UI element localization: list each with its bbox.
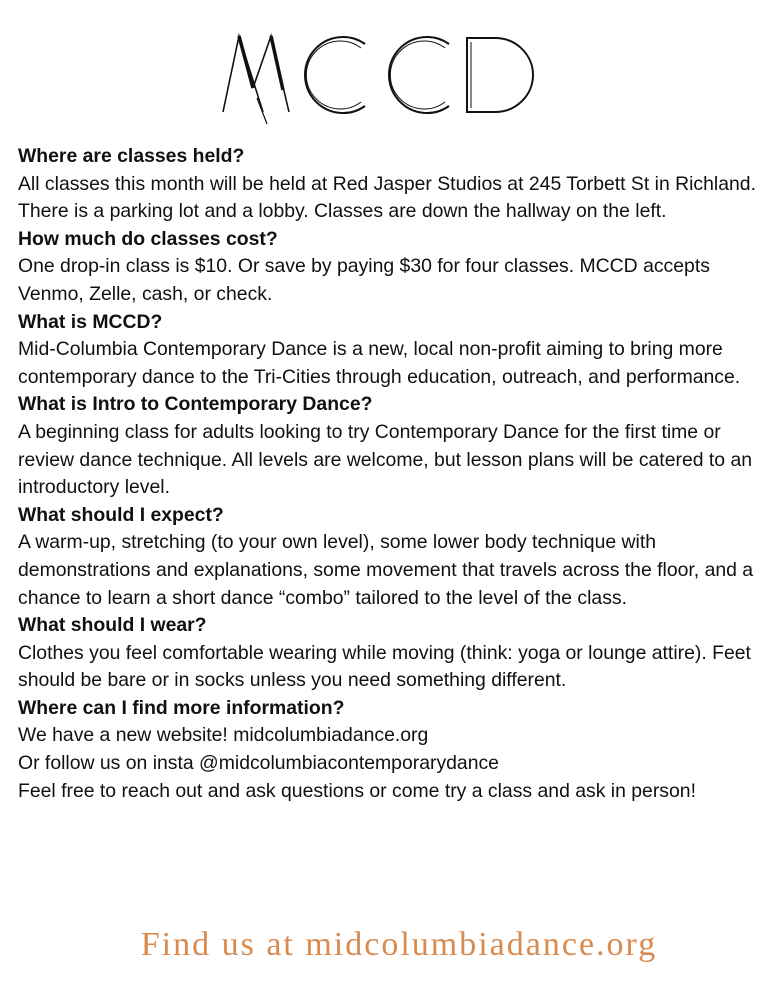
faq-answer-line: Mid-Columbia Contemporary Dance is a new, local non-profit aiming to bring more contemporary dance to the Tri-Cities through education, outreach, and performance. — [18, 338, 741, 388]
faq-answer-line: We have a new website! midcolumbiadance.org — [18, 724, 429, 747]
faq-question: Where are classes held? — [18, 145, 245, 167]
mccd-logo — [0, 28, 768, 124]
faq-answer — [18, 253, 758, 308]
faq-answer-line: A beginning class for adults looking to try Contemporary Dance for the first time or review dance technique. All levels are welcome, but lesson plans will be catered to an introductory level. — [18, 420, 753, 499]
faq-answer — [18, 722, 758, 805]
faq-question: What should I expect? — [18, 503, 224, 526]
faq-answer — [18, 529, 758, 612]
faq-answer-line: All classes this month will be held at Red Jasper Studios at 245 Torbett St in Richland. There is a parking lot and a lobby. Classes are down the hallway on the left. — [18, 172, 756, 223]
faq-answer-line: One drop-in class is $10. Or save by paying $30 for four classes. MCCD accepts Venmo, Zelle, cash, or check. — [18, 255, 710, 305]
faq-answer — [18, 336, 758, 391]
faq-question: How much do classes cost? — [18, 227, 278, 250]
faq-question: What is MCCD? — [18, 310, 163, 333]
faq-answer-line: Feel free to reach out and ask questions or come try a class and ask in person! — [18, 779, 696, 802]
footer-website-banner — [0, 926, 768, 964]
faq-answer-line: Or follow us on insta @midcolumbiacontemporarydance — [18, 752, 499, 775]
faq-answer-line: Clothes you feel comfortable wearing while moving (think: yoga or lounge attire). Feet should be bare or in socks unless you need something different. — [18, 641, 751, 692]
faq-question: What should I wear? — [18, 614, 207, 637]
logo-text: MCCD — [219, 28, 222, 29]
faq-answer-line: A warm-up, stretching (to your own level), some lower body technique with demonstrations and explanations, some movement that travels across the floor, and a chance to learn a short dance “combo” tailored to the level of the class. — [18, 531, 754, 609]
faq-question: Where can I find more information? — [18, 696, 345, 719]
footer-text: Find us at midcolumbiadance.org — [140, 926, 658, 963]
faq-section — [18, 143, 758, 805]
faq-answer — [18, 419, 758, 502]
faq-answer — [18, 171, 758, 226]
faq-answer — [18, 640, 758, 695]
faq-question: What is Intro to Contemporary Dance? — [18, 393, 373, 416]
mccd-logo-mark — [219, 28, 549, 124]
